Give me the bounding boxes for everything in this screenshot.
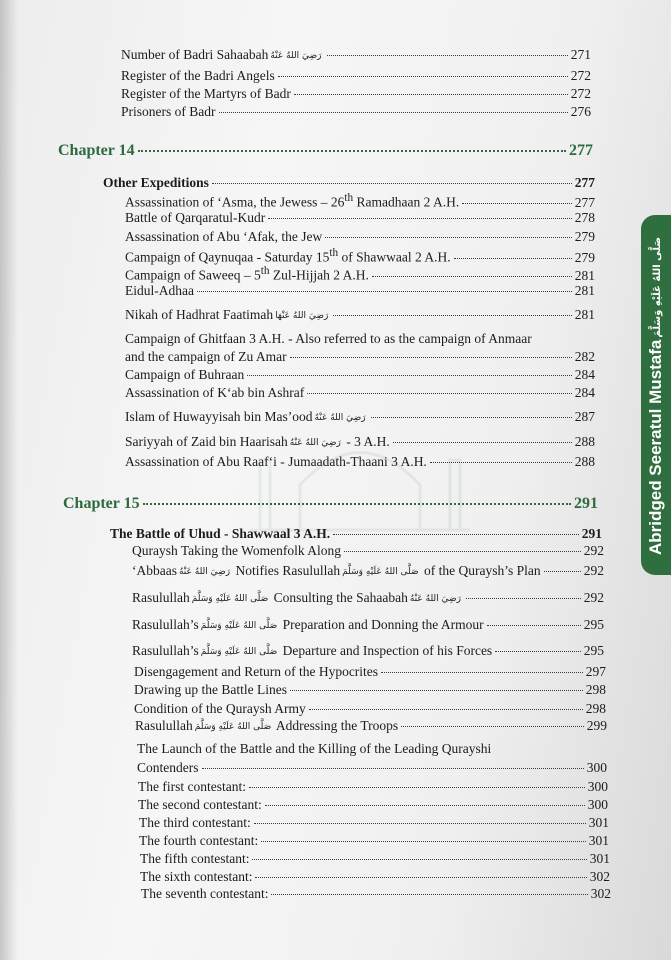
- dot-leader: [261, 841, 586, 842]
- page-number: 281: [574, 307, 595, 322]
- section-heading[interactable]: [110, 526, 602, 542]
- entry-title-continued: Consulting the Sahaabah: [270, 590, 408, 605]
- entry-title: Islam of Huwayyisah bin Mas’ood: [125, 409, 313, 424]
- page-number: 277: [569, 142, 593, 159]
- toc-entry-continued[interactable]: [125, 349, 595, 365]
- entry-title: Register of the Martyrs of Badr: [121, 86, 291, 101]
- entry-title: Disengagement and Return of the Hypocrites: [134, 664, 379, 679]
- toc-entry[interactable]: [132, 643, 604, 659]
- entry-title: Prisoners of Badr: [121, 104, 216, 119]
- dot-leader: [143, 503, 571, 505]
- entry-title-continued: Zul-Hijjah 2 A.H.: [269, 267, 369, 283]
- entry-title: Quraysh Taking the Womenfolk Along: [132, 543, 341, 558]
- entry-title-continued: of Shawwaal 2 A.H.: [338, 249, 451, 265]
- page-number: 292: [583, 590, 604, 605]
- toc-entry[interactable]: [134, 682, 606, 698]
- toc-entry[interactable]: [121, 86, 591, 102]
- dot-leader: [138, 150, 566, 152]
- page-number: 295: [583, 617, 604, 632]
- section-title: Other Expeditions: [103, 175, 209, 190]
- page-number: 279: [574, 229, 595, 244]
- page-number: 292: [583, 543, 604, 558]
- entry-title: Assassination of Abu Raaf‘i - Jumaadath-Thaani 3 A.H.: [125, 454, 427, 469]
- entry-title: Rasulullah’s: [132, 643, 199, 658]
- toc-entry[interactable]: [125, 247, 595, 266]
- entry-title-continued: Ramadhaan 2 A.H.: [353, 194, 460, 210]
- page-number: 276: [570, 104, 591, 119]
- page-number: 272: [570, 86, 591, 101]
- entry-title: Rasulullah: [135, 718, 193, 733]
- entry-title: Assassination of K‘ab bin Ashraf: [125, 385, 305, 400]
- dot-leader: [466, 598, 581, 599]
- dot-leader: [202, 768, 584, 769]
- toc-entry[interactable]: [121, 68, 591, 84]
- page-number: 288: [574, 434, 595, 449]
- toc-entry[interactable]: [121, 47, 591, 63]
- dot-leader: [333, 315, 571, 316]
- page-number: 277: [574, 194, 595, 210]
- entry-title: Nikah of Hadhrat Faatimah: [125, 307, 274, 322]
- toc-entry[interactable]: [125, 283, 595, 299]
- page-number: 284: [574, 385, 595, 400]
- entry-title: Rasulullah’s: [132, 617, 199, 632]
- entry-title: Condition of the Quraysh Army: [134, 701, 306, 716]
- entry-title: Rasulullah: [132, 590, 190, 605]
- entry-title: ‘Abbaas: [132, 563, 177, 578]
- entry-title: Contenders: [137, 760, 199, 775]
- page-number: 300: [587, 779, 608, 794]
- entry-title-continued: Addressing the Troops: [273, 718, 399, 733]
- dot-leader: [249, 787, 585, 788]
- entry-title: and the campaign of Zu Amar: [125, 349, 287, 364]
- entry-title-continued: Preparation and Donning the Armour: [279, 617, 484, 632]
- dot-leader: [454, 258, 572, 259]
- entry-title: The sixth contestant:: [140, 869, 253, 884]
- dot-leader: [393, 442, 572, 443]
- toc-entry[interactable]: [139, 833, 609, 849]
- superscript: th: [329, 247, 339, 259]
- toc-entry[interactable]: [138, 779, 608, 795]
- entry-title: Campaign of Qaynuqaa - Saturday 15: [125, 249, 330, 265]
- toc-entry-continued[interactable]: [137, 760, 607, 776]
- page-number: 272: [570, 68, 591, 83]
- entry-title: Campaign of Ghitfaan 3 A.H. - Also referred to as the campaign of Anmaar: [125, 331, 532, 346]
- entry-title: Sariyyah of Zaid bin Haarisah: [125, 434, 288, 449]
- honorific-saw: صَلَّى اللهُ عَلَيْهِ وَسَلَّمَ: [342, 567, 419, 577]
- dot-leader: [333, 534, 579, 535]
- dot-leader: [268, 218, 572, 219]
- page-number: 299: [586, 718, 607, 733]
- dot-leader: [271, 894, 587, 895]
- toc-entry[interactable]: [125, 409, 595, 425]
- dot-leader: [372, 276, 572, 277]
- dot-leader: [219, 112, 568, 113]
- entry-title-continued: Departure and Inspection of his Forces: [279, 643, 493, 658]
- honorific-saw: صَلَّى اللهُ عَلَيْهِ وَسَلَّمَ: [200, 621, 278, 631]
- page-number: 288: [574, 454, 595, 469]
- superscript: th: [260, 265, 270, 277]
- entry-title-continued: of the Quraysh’s Plan: [420, 563, 541, 578]
- page-number: 292: [583, 563, 604, 578]
- page-number: 291: [581, 526, 602, 541]
- page-number: 298: [585, 701, 606, 716]
- dot-leader: [495, 651, 581, 652]
- honorific-saw: صَلَّى اللهُ عَلَيْهِ وَسَلَّمَ: [194, 722, 272, 732]
- entry-title: Campaign of Saweeq – 5: [125, 267, 261, 283]
- dot-leader: [462, 203, 572, 204]
- dot-leader: [327, 55, 568, 56]
- side-tab-title: Abridged Seeratul Mustafa: [646, 339, 665, 556]
- toc-entry[interactable]: [125, 307, 595, 323]
- toc-entry[interactable]: [125, 265, 595, 284]
- entry-title: Drawing up the Battle Lines: [134, 682, 287, 697]
- dot-leader: [371, 417, 572, 418]
- page-number: 295: [583, 643, 604, 658]
- page-number: 301: [588, 815, 609, 830]
- toc-entry[interactable]: [125, 210, 595, 226]
- entry-title: The first contestant:: [138, 779, 246, 794]
- dot-leader: [247, 375, 572, 376]
- honorific-rah: رَضِيَ اللهُ عَنْهَا: [275, 311, 329, 321]
- dot-leader: [252, 859, 586, 860]
- honorific-ra: رَضِيَ اللهُ عَنْهُ: [314, 413, 366, 423]
- toc-entry[interactable]: [140, 869, 610, 885]
- honorific-ra: رَضِيَ اللهُ عَنْهُ: [270, 51, 322, 61]
- dot-leader: [294, 94, 568, 95]
- page-number: 291: [574, 495, 598, 512]
- entry-title: Eidul-Adhaa: [125, 283, 194, 298]
- chapter-side-tab: [641, 215, 671, 575]
- toc-entry[interactable]: [139, 815, 609, 831]
- page-number: 302: [589, 869, 610, 884]
- toc-entry[interactable]: [132, 543, 604, 559]
- toc-entry[interactable]: [125, 434, 595, 450]
- dot-leader: [401, 726, 584, 727]
- page-number: 278: [574, 210, 595, 225]
- chapter-heading[interactable]: [63, 495, 598, 513]
- toc-entry[interactable]: [134, 664, 606, 680]
- chapter-title: Chapter 14: [58, 142, 135, 159]
- section-heading[interactable]: [103, 175, 595, 191]
- dot-leader: [487, 625, 581, 626]
- page-number: 271: [570, 47, 591, 62]
- dot-leader: [381, 672, 583, 673]
- page-number: 297: [585, 664, 606, 679]
- dot-leader: [278, 76, 568, 77]
- honorific-saw: صَلَّى اللهُ عَلَيْهِ وَسَلَّمَ: [191, 594, 269, 604]
- page-number: 302: [590, 886, 611, 901]
- page-number: 277: [574, 175, 595, 190]
- toc-entry[interactable]: [137, 741, 607, 757]
- entry-title: Number of Badri Sahaabah: [121, 47, 269, 62]
- toc-entry[interactable]: [125, 385, 595, 401]
- entry-title: The fourth contestant:: [139, 833, 259, 848]
- page-number: 281: [574, 283, 595, 298]
- toc-entry[interactable]: [125, 367, 595, 383]
- toc-entry[interactable]: [140, 851, 610, 867]
- chapter-heading[interactable]: [58, 142, 593, 160]
- page-number: 282: [574, 349, 595, 364]
- page-number: 300: [587, 797, 608, 812]
- toc-entry[interactable]: [132, 617, 604, 633]
- section-title: The Battle of Uhud - Shawwaal 3 A.H.: [110, 526, 331, 541]
- honorific-saw: صَلَّى اللهُ عَلَيْهِ وَسَلَّمَ: [200, 647, 278, 657]
- entry-title: Assassination of Abu ‘Afak, the Jew: [125, 229, 323, 244]
- toc-entry[interactable]: [125, 192, 595, 211]
- toc-entry[interactable]: [121, 104, 591, 120]
- page-number: 301: [589, 851, 610, 866]
- dot-leader: [265, 805, 585, 806]
- entry-title-middle: Notifies Rasulullah: [232, 563, 341, 578]
- entry-title: The fifth contestant:: [140, 851, 250, 866]
- entry-title: The seventh contestant:: [141, 886, 269, 901]
- toc-entry[interactable]: [132, 590, 604, 606]
- toc-entry[interactable]: [134, 701, 606, 717]
- toc-entry[interactable]: [125, 331, 595, 347]
- toc-entry[interactable]: [138, 797, 608, 813]
- honorific-ra: رَضِيَ اللهُ عَنْهُ: [178, 567, 231, 577]
- dot-leader: [290, 690, 583, 691]
- dot-leader: [255, 877, 586, 878]
- entry-title: The third contestant:: [139, 815, 251, 830]
- honorific-saw: صَلَّى اللهُ عَلَيْهِ وَسَلَّمَ: [652, 236, 663, 338]
- honorific-ra: رَضِيَ اللهُ عَنْهُ: [409, 594, 462, 604]
- dot-leader: [430, 462, 572, 463]
- chapter-title: Chapter 15: [63, 495, 140, 512]
- superscript: th: [344, 192, 354, 204]
- page-number: 298: [585, 682, 606, 697]
- dot-leader: [307, 393, 572, 394]
- toc-entry[interactable]: [141, 886, 611, 902]
- toc-entry[interactable]: [125, 454, 595, 470]
- toc-entry[interactable]: [125, 229, 595, 245]
- page-number: 300: [586, 760, 607, 775]
- dot-leader: [309, 709, 583, 710]
- page-number: 279: [574, 249, 595, 265]
- toc-entry[interactable]: [132, 563, 604, 579]
- dot-leader: [197, 291, 572, 292]
- entry-title-continued: - 3 A.H.: [342, 434, 390, 449]
- entry-title: The Launch of the Battle and the Killing of the Leading Qurayshi: [137, 741, 492, 756]
- page-number: 287: [574, 409, 595, 424]
- page-number: 281: [574, 267, 595, 283]
- page-number: 301: [588, 833, 609, 848]
- entry-title: The second contestant:: [138, 797, 262, 812]
- entry-title: Assassination of ‘Asma, the Jewess – 26: [125, 194, 345, 210]
- entry-title: Battle of Qarqaratul-Kudr: [125, 210, 266, 225]
- side-tab-label: [646, 235, 666, 555]
- dot-leader: [254, 823, 586, 824]
- toc-entry[interactable]: [135, 718, 607, 734]
- page-number: 284: [574, 367, 595, 382]
- entry-title: Register of the Badri Angels: [121, 68, 275, 83]
- dot-leader: [544, 571, 581, 572]
- dot-leader: [344, 551, 581, 552]
- dot-leader: [212, 183, 572, 184]
- dot-leader: [290, 357, 572, 358]
- entry-title: Campaign of Buhraan: [125, 367, 245, 382]
- dot-leader: [325, 237, 572, 238]
- honorific-ra: رَضِيَ اللهُ عَنْهُ: [289, 438, 341, 448]
